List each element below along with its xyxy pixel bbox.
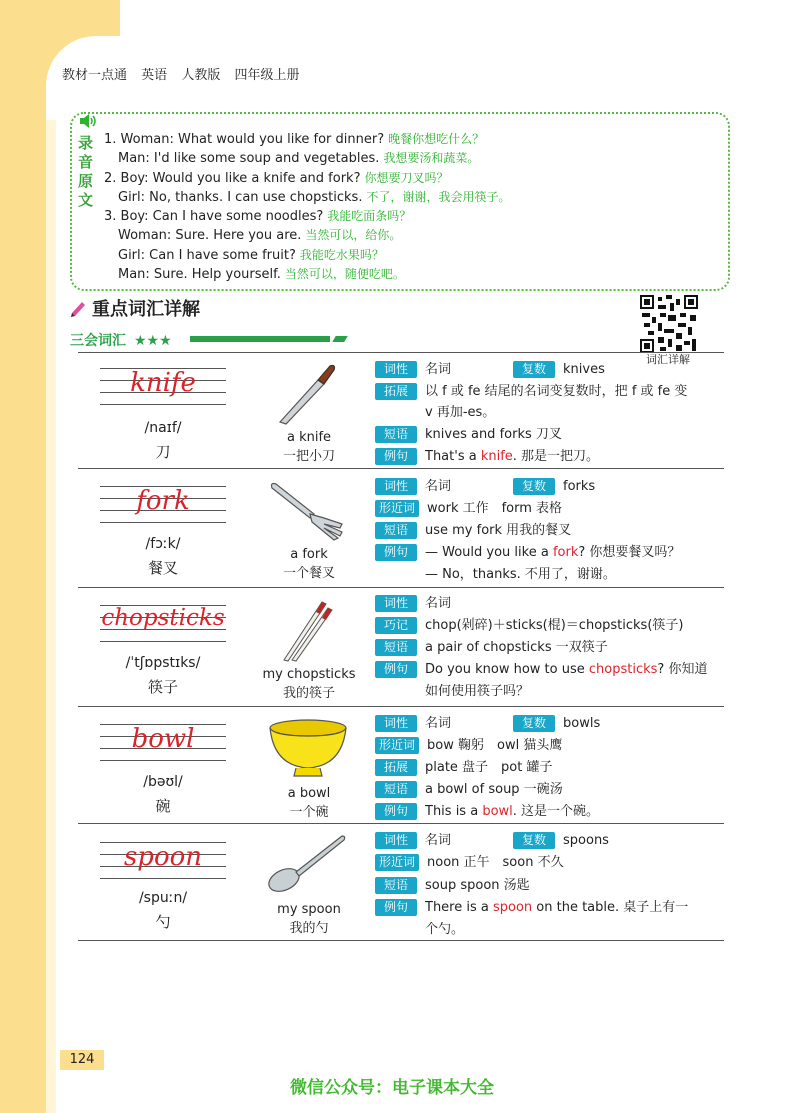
note-text: soup spoon 汤匙 <box>425 878 530 893</box>
tag-phrase: 短语 <box>375 639 417 656</box>
level-bar <box>190 336 330 342</box>
tag-phrase: 短语 <box>375 877 417 894</box>
line-en: Girl: Can I have some fruit? <box>118 247 296 263</box>
word-notes <box>375 829 730 939</box>
caption-en: my spoon <box>277 902 341 917</box>
tag-pos: 词性 <box>375 715 417 732</box>
picture-caption <box>244 545 374 583</box>
transcript-line <box>104 265 510 284</box>
word-phonetic: /ˈtʃɒpstɪks/ <box>125 655 201 671</box>
caption-zh: 我的筷子 <box>282 686 335 701</box>
word-phonetic: /fɔːk/ <box>145 536 181 552</box>
word-phonetic: /naɪf/ <box>144 420 182 436</box>
word-headword: knife <box>130 368 196 398</box>
note-text: Do you know how to use <box>425 662 589 677</box>
line-en: 2. Boy: Would you like a knife and fork? <box>104 170 361 186</box>
pencil-icon <box>70 300 86 318</box>
line-en: Woman: Sure. Here you are. <box>118 228 302 244</box>
tag-extend: 拓展 <box>375 383 417 400</box>
caption-zh: 我的勺 <box>289 921 329 936</box>
caption-zh: 一个碗 <box>289 805 329 820</box>
word-writing-lines <box>100 840 226 890</box>
note-text: knives <box>563 362 605 377</box>
transcript-line <box>104 169 510 188</box>
watermark: 微信公众号：电子课本大全 <box>290 1078 494 1098</box>
line-zh: 我能吃水果吗？ <box>299 247 384 262</box>
level-text: 三会词汇 <box>70 333 126 349</box>
transcript-label: 录音原文 <box>78 134 94 209</box>
line-en: 1. Woman: What would you like for dinner? <box>104 132 385 147</box>
knife-illustration <box>266 362 350 426</box>
tag-pos: 词性 <box>375 361 417 378</box>
row-divider <box>78 352 724 353</box>
line-zh: 你想要刀叉吗？ <box>364 170 449 185</box>
row-divider <box>78 823 724 824</box>
line-en: 3. Boy: Can I have some noodles? <box>104 209 324 225</box>
caption-en: a knife <box>286 430 332 445</box>
word-phonetic: /bəʊl/ <box>143 774 183 790</box>
tag-plural: 复数 <box>513 478 555 495</box>
highlight-word: fork <box>552 545 579 560</box>
running-header <box>62 64 462 83</box>
word-phonetic: /spuːn/ <box>138 890 188 906</box>
transcript-line <box>104 226 510 245</box>
edition: 人教版 <box>181 68 221 83</box>
word-headword: chopsticks <box>101 605 225 631</box>
note-text: chop(剁碎)＋sticks(棍)＝chopsticks(筷子) <box>425 618 684 633</box>
tag-pos: 词性 <box>375 478 417 495</box>
note-text: on the table. 桌子上有一 <box>532 900 689 915</box>
tag-pos: 词性 <box>375 832 417 849</box>
tag-extend: 拓展 <box>375 759 417 776</box>
caption-zh: 一把小刀 <box>282 449 335 464</box>
spoon-illustration <box>266 832 350 896</box>
tag-similar: 形近词 <box>375 737 419 754</box>
section-title-text: 重点词汇详解 <box>92 299 200 320</box>
line-zh: 晚餐你想吃什么？ <box>388 132 485 146</box>
tag-example: 例句 <box>375 899 417 916</box>
note-text: — Would you like a <box>425 545 553 560</box>
word-notes <box>375 475 730 585</box>
note-text: a pair of chopsticks 一双筷子 <box>425 640 608 655</box>
note-text: This is a <box>425 804 483 819</box>
word-notes <box>375 358 730 468</box>
subject: 英语 <box>141 68 168 83</box>
note-text: ? 你想要餐叉吗？ <box>578 545 681 560</box>
picture-caption <box>244 784 374 822</box>
word-headword: fork <box>136 486 190 516</box>
word-notes <box>375 712 730 822</box>
fork-illustration <box>266 478 350 542</box>
word-meaning: 勺 <box>155 913 171 931</box>
line-en: Man: I'd like some soup and vegetables. <box>118 151 380 167</box>
bowl-illustration <box>266 716 350 780</box>
note-text: work 工作 form 表格 <box>427 501 563 516</box>
row-divider <box>78 468 724 469</box>
note-text: a bowl of soup 一碗汤 <box>425 782 563 797</box>
note-text: spoons <box>563 833 609 848</box>
picture-caption <box>244 900 374 938</box>
tag-example: 例句 <box>375 803 417 820</box>
qr-label: 词汇详解 <box>646 353 690 366</box>
note-text: 名词 <box>425 479 452 494</box>
word-writing-lines <box>100 722 226 772</box>
line-zh: 当然可以，给你。 <box>305 228 402 243</box>
qr-code-icon[interactable] <box>640 295 698 353</box>
tag-pos: 词性 <box>375 595 417 612</box>
note-text: noon 正午 soon 不久 <box>427 855 564 870</box>
row-divider <box>78 587 724 588</box>
note-text: 名词 <box>425 362 452 377</box>
word-headword: spoon <box>123 842 203 872</box>
line-en: Girl: No, thanks. I can use chopsticks. <box>118 189 363 205</box>
tag-similar: 形近词 <box>375 854 419 871</box>
note-text: That's a <box>425 449 481 464</box>
tag-example: 例句 <box>375 448 417 465</box>
tag-phrase: 短语 <box>375 781 417 798</box>
speaker-icon <box>78 112 98 130</box>
tag-memory: 巧记 <box>375 617 417 634</box>
note-text: ? 你知道 <box>657 662 708 677</box>
transcript-line <box>104 246 510 265</box>
note-text: use my fork 用我的餐叉 <box>425 523 572 538</box>
word-meaning: 筷子 <box>147 678 178 696</box>
transcript-line <box>104 130 510 149</box>
section-title <box>70 295 200 321</box>
caption-en: my chopsticks <box>262 667 356 682</box>
transcript-line <box>104 149 510 168</box>
note-text: — No，thanks. 不用了，谢谢。 <box>425 567 616 582</box>
word-meaning: 刀 <box>155 443 171 461</box>
word-meaning: 餐叉 <box>147 559 178 577</box>
highlight-word: spoon <box>492 900 533 915</box>
level-label <box>70 330 172 350</box>
line-zh: 当然可以，随便吃吧。 <box>284 267 405 282</box>
tag-plural: 复数 <box>513 361 555 378</box>
note-text: 名词 <box>425 596 452 611</box>
tag-plural: 复数 <box>513 832 555 849</box>
page-number: 124 <box>60 1050 104 1070</box>
note-text: . 这是一个碗。 <box>512 804 600 819</box>
highlight-word: knife <box>480 449 513 464</box>
note-text: bowls <box>563 716 601 731</box>
line-zh: 我能吃面条吗？ <box>327 209 412 224</box>
highlight-word: bowl <box>482 804 513 819</box>
chopsticks-illustration <box>266 598 350 662</box>
word-writing-lines <box>100 484 226 534</box>
note-text: knives and forks 刀叉 <box>425 427 562 442</box>
picture-caption <box>244 665 374 703</box>
page-margin-strip <box>0 0 46 1113</box>
book-title: 教材一点通 <box>62 68 128 83</box>
word-writing-lines <box>100 603 226 653</box>
level-bar-tail <box>332 336 347 342</box>
tag-similar: 形近词 <box>375 500 419 517</box>
transcript-line <box>104 188 510 207</box>
note-text: plate 盘子 pot 罐子 <box>425 760 553 775</box>
caption-zh: 一个餐叉 <box>282 566 335 581</box>
note-text: 名词 <box>425 833 452 848</box>
note-text: There is a <box>425 900 493 915</box>
word-notes <box>375 592 730 702</box>
tag-example: 例句 <box>375 544 417 561</box>
line-zh: 我想要汤和蔬菜。 <box>383 151 480 166</box>
caption-en: a bowl <box>287 786 331 801</box>
grade: 四年级上册 <box>234 68 300 83</box>
tag-plural: 复数 <box>513 715 555 732</box>
note-text: 如何使用筷子吗？ <box>425 684 530 699</box>
transcript-lines <box>104 130 510 284</box>
picture-caption <box>244 428 374 466</box>
note-text: bow 鞠躬 owl 猫头鹰 <box>427 738 563 753</box>
note-text: 名词 <box>425 716 452 731</box>
tag-phrase: 短语 <box>375 522 417 539</box>
note-text: v 再加-es。 <box>425 405 496 420</box>
note-text: . 那是一把刀。 <box>512 449 600 464</box>
level-stars: ★★★ <box>134 333 172 349</box>
page-margin-stripe <box>46 120 56 1113</box>
line-en: Man: Sure. Help yourself. <box>118 267 281 283</box>
highlight-word: chopsticks <box>588 662 658 677</box>
row-divider <box>78 940 724 941</box>
line-zh: 不了，谢谢，我会用筷子。 <box>366 189 511 204</box>
note-text: 个勺。 <box>425 922 465 937</box>
word-headword: bowl <box>131 724 195 754</box>
tag-phrase: 短语 <box>375 426 417 443</box>
caption-en: a fork <box>290 547 328 562</box>
row-divider <box>78 706 724 707</box>
word-writing-lines <box>100 366 226 416</box>
transcript-line <box>104 207 510 226</box>
tag-example: 例句 <box>375 661 417 678</box>
note-text: 以 f 或 fe 结尾的名词变复数时，把 f 或 fe 变 <box>425 384 688 399</box>
word-meaning: 碗 <box>155 797 171 815</box>
note-text: forks <box>563 479 596 494</box>
